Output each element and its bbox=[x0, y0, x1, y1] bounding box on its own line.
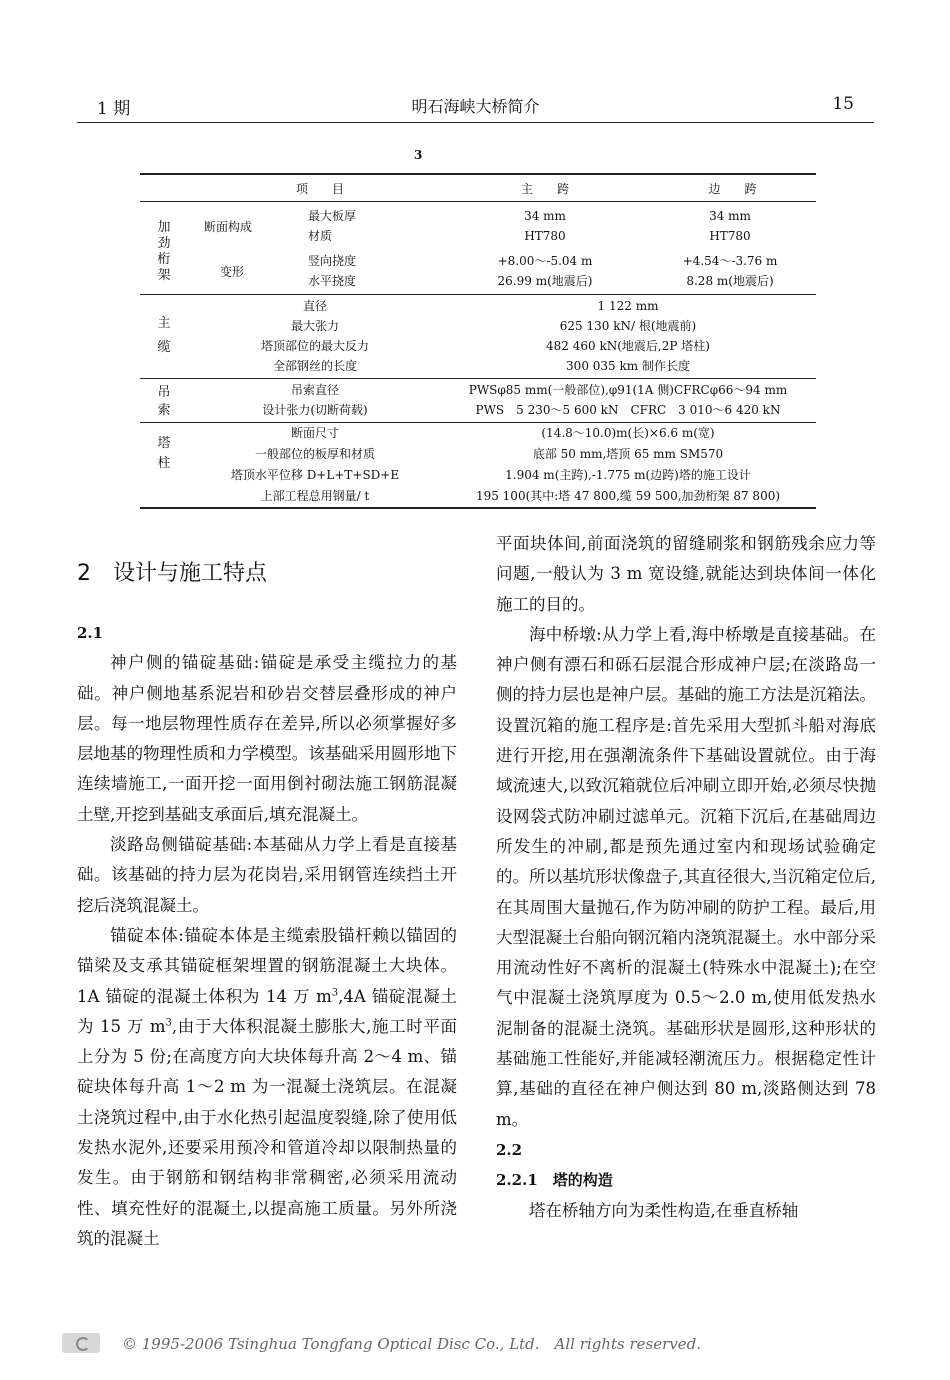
row-max-tension: 最大张力 bbox=[290, 319, 339, 333]
row-vertical-deflection: 竖向挠度 bbox=[308, 254, 357, 268]
section-heading: 2 设计与施工特点 bbox=[77, 561, 267, 586]
row-top-displacement: 塔顶水平位移 D+L+T+SD+E bbox=[230, 468, 400, 482]
cable-tension-value: 625 130 kN/ 根(地震前) bbox=[559, 319, 697, 333]
hanger-tension-value: PWS 5 230～5 600 kN CFRC 3 010～6 420 kN bbox=[475, 403, 781, 417]
side-horizontal-deflection: 8.28 m(地震后) bbox=[686, 274, 774, 288]
subsection-2-2-1: 2.2.1 塔的构造 bbox=[496, 1171, 613, 1190]
row-total-steel: 上部工程总用钢量/ t bbox=[260, 489, 370, 503]
tower-steel-value: 195 100(其中:塔 47 800,缆 59 500,加劲桁架 87 800) bbox=[475, 489, 781, 503]
main-material: HT780 bbox=[524, 229, 566, 243]
superscript: 3 bbox=[331, 987, 339, 999]
main-max-thickness: 34 mm bbox=[524, 209, 566, 223]
row-material: 材质 bbox=[308, 229, 333, 243]
col-header-main: 主 跨 bbox=[520, 182, 569, 196]
side-max-thickness: 34 mm bbox=[709, 209, 751, 223]
text-span: ,4A 锚碇混凝土为 15 万 m bbox=[77, 986, 457, 1036]
row-section: 断面构成 bbox=[204, 220, 253, 234]
paragraph-kobe-anchorage: 神户侧的锚碇基础:锚碇是承受主缆拉力的基础。神户侧地基系泥岩和砂岩交替层叠形成的神户层。每一地层物理性质存在差异,所以必须掌握好多层地基的物理性质和力学模型。该基础采用圆形地下连续墙施工,一面开挖一面用倒衬砌法施工钢筋混凝土壁,开挖到基础支承面后,填充混凝土。 bbox=[77, 653, 457, 824]
data-table bbox=[140, 0, 816, 520]
tower-displacement-value: 1.904 m(主跨),-1.775 m(边跨)塔的施工设计 bbox=[505, 468, 751, 482]
paragraph-continuation: 平面块体间,前面浇筑的留缝刷浆和钢筋残余应力等问题,一般认为 3 m 宽设缝,就能达到块体间一体化施工的目的。 bbox=[496, 534, 876, 614]
group-tower: 塔柱 bbox=[157, 436, 171, 471]
side-material: HT780 bbox=[709, 229, 751, 243]
row-deformation: 变形 bbox=[220, 265, 245, 279]
paragraph-awaji-anchorage: 淡路岛侧锚碇基础:本基础从力学上看是直接基础。该基础的持力层为花岗岩,采用钢管连续挡土开挖后浇筑混凝土。 bbox=[77, 835, 457, 915]
text-span: ,由于大体积混凝土膨胀大,施工时平面上分为 5 份;在高度方向大块体每升高 2～4 m、锚碇块体每升高 1～2 m 为一混凝土浇筑层。在混凝土浇筑过程中,由于水化热引起温度裂缝,除了使用低发热水泥外,还要采用预冷和管道冷却以限制热量的发生。由于钢筋和钢结构非常稠密,必须采用流动性、填充性好的混凝土,以提高施工质量。另外所浇筑的混凝土 bbox=[77, 1016, 457, 1248]
copyright-notice: © 1995-2006 Tsinghua Tongfang Optical Disc Co., Ltd. All rights reserved. bbox=[122, 1334, 701, 1353]
paragraph-tower-structure: 塔在桥轴方向为柔性构造,在垂直桥轴 bbox=[529, 1200, 799, 1220]
main-vertical-deflection: +8.00～-5.04 m bbox=[497, 254, 593, 268]
col-header-side: 边 跨 bbox=[708, 182, 757, 196]
cnki-logo-icon bbox=[62, 1333, 100, 1353]
side-vertical-deflection: +4.54～-3.76 m bbox=[682, 254, 778, 268]
group-stiffening-truss: 加劲桁架 bbox=[157, 220, 171, 283]
row-cable-diameter: 直径 bbox=[302, 299, 327, 313]
issue-number: 1 期 bbox=[97, 99, 131, 119]
cable-reaction-value: 482 460 kN(地震后,2P 塔柱) bbox=[546, 339, 710, 353]
paragraph-anchorage-body bbox=[77, 921, 457, 1254]
group-main-cable: 主缆 bbox=[157, 316, 171, 355]
row-horizontal-deflection: 水平挠度 bbox=[308, 274, 357, 288]
page-number: 15 bbox=[832, 94, 854, 114]
row-wire-length: 全部钢丝的长度 bbox=[272, 359, 357, 373]
page-footer bbox=[62, 1332, 701, 1354]
cable-length-value: 300 035 km 制作长度 bbox=[566, 359, 690, 373]
cable-diameter-value: 1 122 mm bbox=[597, 299, 659, 313]
group-hanger: 吊索 bbox=[157, 385, 171, 418]
row-tower-section: 断面尺寸 bbox=[290, 426, 339, 440]
running-title: 明石海峡大桥简介 bbox=[411, 97, 540, 116]
col-header-item: 项 目 bbox=[295, 182, 344, 196]
row-max-thickness: 最大板厚 bbox=[308, 209, 357, 223]
row-plate-material: 一般部位的板厚和材质 bbox=[254, 447, 375, 461]
tower-plate-value: 底部 50 mm,塔顶 65 mm SM570 bbox=[532, 447, 724, 461]
subsection-2-2: 2.2 bbox=[496, 1140, 523, 1159]
table-caption: 3 bbox=[414, 148, 423, 162]
tower-section-value: (14.8～10.0)m(长)×6.6 m(宽) bbox=[541, 426, 715, 440]
row-design-tension: 设计张力(切断荷载) bbox=[262, 403, 368, 417]
row-hanger-diameter: 吊索直径 bbox=[290, 383, 339, 397]
text-span: 锚碇本体:锚碇本体是主缆索股锚杆赖以锚固的锚梁及支承其锚碇框架埋置的钢筋混凝土大块体。1A 锚碇的混凝土体积为 14 万 m bbox=[77, 925, 457, 1006]
left-column bbox=[77, 552, 457, 1254]
row-tower-reaction: 塔顶部位的最大反力 bbox=[260, 339, 369, 353]
hanger-diameter-value: PWSφ85 mm(一般部位),φ91(1A 侧)CFRCφ66～94 mm bbox=[468, 383, 788, 397]
superscript: 3 bbox=[165, 1017, 172, 1029]
main-horizontal-deflection: 26.99 m(地震后) bbox=[497, 274, 593, 288]
right-column bbox=[496, 529, 876, 1226]
paragraph-sea-piers: 海中桥墩:从力学上看,海中桥墩是直接基础。在神户侧有漂石和砾石层混合形成神户层;在淡路岛一侧的持力层也是神户层。基础的施工方法是沉箱法。设置沉箱的施工程序是:首先采用大型抓斗船对海底进行开挖,用在强潮流条件下基础设置就位。由于海域流速大,以致沉箱就位后冲刷立即开始,必须尽快抛设网袋式防冲刷过滤单元。沉箱下沉后,在基础周边所发生的冲刷,都是预先通过室内和现场试验确定的。所以基坑形状像盘子,其直径很大,当沉箱定位后,在其周围大量抛石,作为防冲刷的防护工程。最后,用大型混凝土台船向钢沉箱内浇筑混凝土。水中部分采用流动性好不离析的混凝土(特殊水中混凝土);在空气中混凝土浇筑厚度为 0.5～2.0 m,使用低发热水泥制备的混凝土浇筑。基础形状是圆形,这种形状的基础施工性能好,并能减轻潮流压力。根据稳定性计算,基础的直径在神户侧达到 80 m,淡路侧达到 78 m。 bbox=[496, 624, 876, 1129]
subsection-2-1: 2.1 bbox=[77, 624, 104, 642]
